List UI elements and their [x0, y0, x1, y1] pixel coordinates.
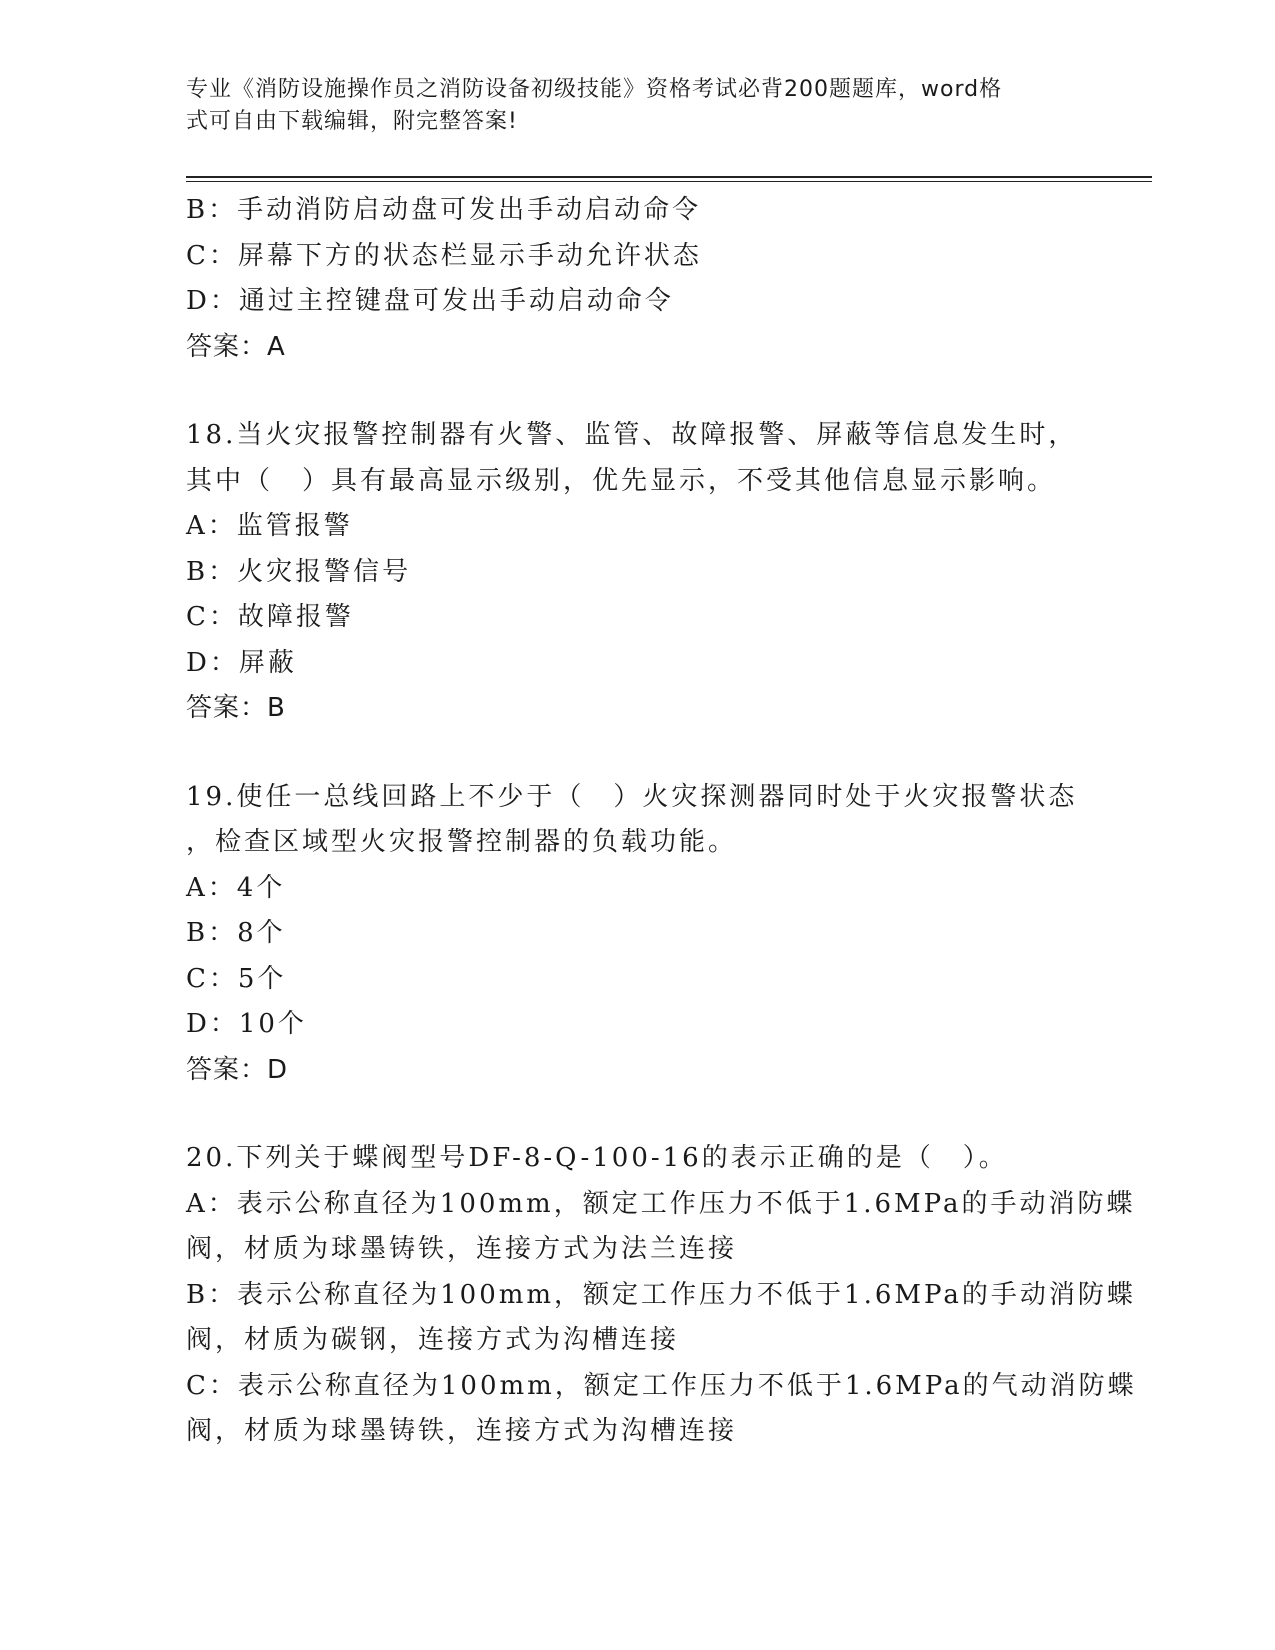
- option-c-continued: 阀，材质为球墨铸铁，连接方式为沟槽连接: [186, 1416, 738, 1446]
- question-20: [186, 1136, 1137, 1455]
- option-b: B：8个: [186, 918, 286, 948]
- option-c: C：表示公称直径为100mm，额定工作压力不低于1.6MPa的气动消防蝶: [186, 1370, 1137, 1401]
- option-b: B：火灾报警信号: [186, 556, 412, 587]
- option-a: A：表示公称直径为100mm，额定工作压力不低于1.6MPa的手动消防蝶: [186, 1188, 1136, 1219]
- header-line-1: 专业《消防设施操作员之消防设备初级技能》资格考试必背200题题库，word格: [186, 77, 1003, 102]
- spacer: [186, 732, 1086, 775]
- question-stem: ，检查区域型火灾报警控制器的负载功能。: [186, 827, 738, 857]
- option-b: B：手动消防启动盘可发出手动启动命令: [186, 195, 702, 225]
- header-rule-thin: [186, 181, 1152, 182]
- question-17-tail: [186, 188, 1086, 370]
- option-c: C：故障报警: [186, 602, 354, 632]
- option-b-continued: 阀，材质为碳钢，连接方式为沟槽连接: [186, 1325, 680, 1355]
- option-c: C：屏幕下方的状态栏显示手动允许状态: [186, 240, 702, 271]
- question-stem: 20.下列关于蝶阀型号DF-8-Q-100-16的表示正确的是（ ）。: [186, 1143, 1008, 1173]
- answer: 答案：A: [186, 331, 286, 362]
- spacer: [186, 370, 1086, 413]
- question-stem: 其中（ ）具有最高显示级别，优先显示，不受其他信息显示影响。: [186, 465, 1057, 496]
- question-stem: 19.使任一总线回路上不少于（ ）火灾探测器同时处于火灾报警状态: [186, 781, 1078, 812]
- option-c: C：5个: [186, 963, 287, 994]
- question-stem: 18.当火灾报警控制器有火警、监管、故障报警、屏蔽等信息发生时，: [186, 420, 1078, 450]
- spacer: [186, 1093, 1086, 1136]
- header-line-2: 式可自由下载编辑，附完整答案!: [186, 109, 518, 134]
- option-b: B：表示公称直径为100mm，额定工作压力不低于1.6MPa的手动消防蝶: [186, 1279, 1136, 1310]
- answer: 答案：B: [186, 693, 286, 723]
- header-rule-thick: [186, 176, 1152, 178]
- option-a-continued: 阀，材质为球墨铸铁，连接方式为法兰连接: [186, 1234, 738, 1264]
- question-content: [186, 188, 1137, 1455]
- option-d: D：通过主控键盘可发出手动启动命令: [186, 286, 674, 316]
- question-19: [186, 775, 1086, 1094]
- answer: 答案：D: [186, 1054, 289, 1085]
- option-d: D：屏蔽: [186, 647, 297, 678]
- page-header: [186, 74, 1066, 138]
- question-18: [186, 413, 1086, 732]
- option-d: D：10个: [186, 1009, 307, 1039]
- option-a: A：4个: [186, 872, 286, 903]
- option-a: A：监管报警: [186, 511, 353, 541]
